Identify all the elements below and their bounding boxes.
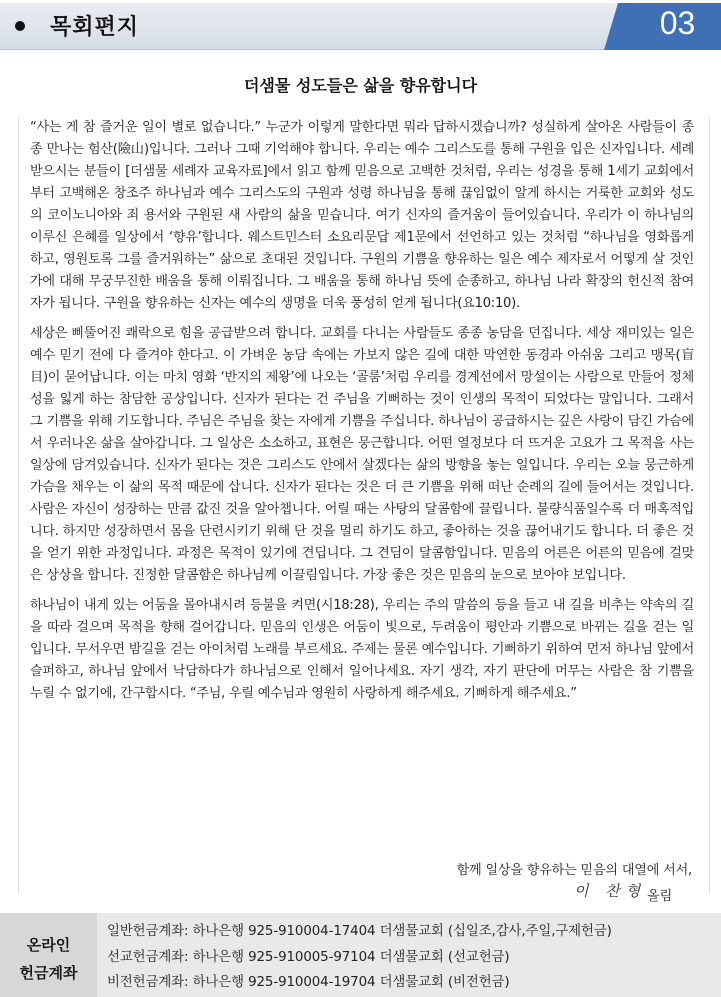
sign-role: 올림 bbox=[647, 889, 673, 904]
bullet-icon bbox=[15, 21, 25, 31]
account-general: 일반헌금계좌: 하나은행 925-910004-17404 더샘물교회 (십일조,감사,주일,구제헌금) bbox=[107, 924, 612, 939]
paragraph-1: “사는 게 참 즐거운 일이 별로 없습니다.” 누군가 이렇게 말한다면 뭐라 답하시겠습니까? 성실하게 살아온 사람들이 종종 만나는 험산(險山)입니다. 그러나 그때 기억해야 합니다. 우리는 예수 그리스도를 통해 구원을 입은 신자입니다. 세례 받으시는 분들이 [더샘물 세례자 교육자료]에서 읽고 함께 믿음으로 고백한 것처럼, 우리는 성경을 통해 1세기 교회에서부터 고백해온 창조주 하나님과 예수 그리스도의 구원과 성령 하나님을 통해 끊임없이 알게 하시는 거룩한 교회와 성도의 코이노니아와 죄 용서와 구원된 새 사람의 삶을 믿습니다. 여기 신자의 즐거움이 들어있습니다. 우리가 이 하나님의 이루신 은혜를 일상에서 ‘향유’합니다. 웨스트민스터 소요리문답 제1문에서 선언하고 있는 것처럼 “하나님을 영화롭게 하고, 영원토록 그를 즐거워하는” 삶으로 초대된 것입니다. 구원의 기쁨을 향유하는 일은 예수 제자로서 어떻게 살 것인가에 대해 무궁무진한 배움을 통해 이뤄집니다. 그 배움을 통해 하나님 뜻에 순종하고, 하나님 나라 확장의 헌신적 참여자가 됩니다. 구원을 향유하는 신자는 예수의 생명을 더욱 풍성히 얻게 됩니다(요10:10). bbox=[30, 120, 694, 311]
page-header bbox=[0, 0, 721, 52]
account-mission: 선교헌금계좌: 하나은행 925-910005-97104 더샘물교회 (선교헌금) bbox=[107, 950, 510, 965]
paragraph-2: 세상은 삐뚤어진 쾌락으로 힘을 공급받으려 합니다. 교회를 다니는 사람들도 종종 농담을 던집니다. 세상 재미있는 일은 예수 믿기 전에 다 즐겨야 한다고. 이 가벼운 농담 속에는 가보지 않은 길에 대한 막연한 동경과 아쉬움 그리고 맹목(盲目)이 묻어납니다. 이는 마치 영화 ‘반지의 제왕’에 나오는 ‘골룸’처럼 우리를 경계선에서 망설이는 사람으로 만들어 정체성을 잃게 하는 참담한 공상입니다. 신자가 된다는 건 주님을 기뻐하는 것이 인생의 목적이 되었다는 말입니다. 그래서 그 기쁨을 위해 기도합니다. 주님은 주님을 찾는 자에게 기쁨을 주십니다. 하나님이 공급하시는 깊은 사랑이 담긴 가슴에서 우러나온 삶을 살아갑니다. 그 일상은 소소하고, 표현은 뭉근합니다. 어떤 열정보다 더 뜨거운 고요가 그 목적을 사는 일상에 담겨있습니다. 신자가 된다는 것은 그리스도 안에서 살겠다는 삶의 방향을 놓는 일입니다. 우리는 오늘 뭉근하게 가슴을 채우는 이 삶의 목적 때문에 삽니다. 신자가 된다는 것은 더 큰 기쁨을 위해 떠난 순례의 길에 들어서는 것입니다. 사람은 자신이 성장하는 만큼 값진 것을 알아챕니다. 어릴 때는 사탕의 달콤함에 끌립니다. 불량식품일수록 더 매혹적입니다. 하지만 성장하면서 몸을 단련시키기 위해 단 것을 멀리 하기도 하고, 좋아하는 것을 끊어내기도 합니다. 더 좋은 것을 얻기 위한 과정입니다. 과정은 목적이 있기에 견딥니다. 그 견딤이 달콤함입니다. 믿음의 어른은 어른의 믿음에 걸맞은 상상을 합니다. 진정한 달콤함은 하나님께 이끌림입니다. 가장 좋은 것은 믿음의 눈으로 보아야 보입니다. bbox=[30, 326, 694, 583]
accounts-label bbox=[0, 913, 97, 997]
article-title: 더샘물 성도들은 삶을 향유합니다 bbox=[243, 76, 478, 95]
handwritten-signature: 이 찬형 bbox=[574, 882, 647, 900]
issue-number: 03 bbox=[659, 5, 696, 41]
account-vision: 비전헌금계좌: 하나은행 925-910004-19704 더샘물교회 (비전헌금) bbox=[107, 975, 510, 990]
closing-line: 함께 일상을 향유하는 믿음의 대열에 서서, bbox=[456, 863, 692, 878]
paragraph-3: 하나님이 내게 있는 어둠을 몰아내시려 등불을 켜면(시18:28), 우리는 주의 말씀의 등을 들고 내 길을 비추는 약속의 길을 따라 걸으며 목적을 향해 걸어갑니다. 믿음의 인생은 어둠이 빛으로, 두려움이 평안과 기쁨으로 바뀌는 길을 걷는 일입니다. 무서우면 밤길을 걷는 아이처럼 노래를 부르세요. 주제는 물론 예수입니다. 기뻐하기 위하여 먼저 하나님 앞에서 슬퍼하고, 하나님 앞에서 낙담하다가 하나님으로 인해서 일어나세요. 자기 생각, 자기 판단에 머무는 사람은 참 기쁨을 누릴 수 없기에, 간구합시다. “주님, 우릴 예수님과 영원히 사랑하게 해주세요. 기뻐하게 해주세요.” bbox=[30, 598, 694, 701]
article-body bbox=[30, 117, 694, 713]
section-title: 목회편지 bbox=[50, 15, 140, 40]
accounts-label-line1: 온라인 bbox=[26, 936, 71, 954]
accounts-label-line2: 헌금계좌 bbox=[19, 964, 78, 982]
